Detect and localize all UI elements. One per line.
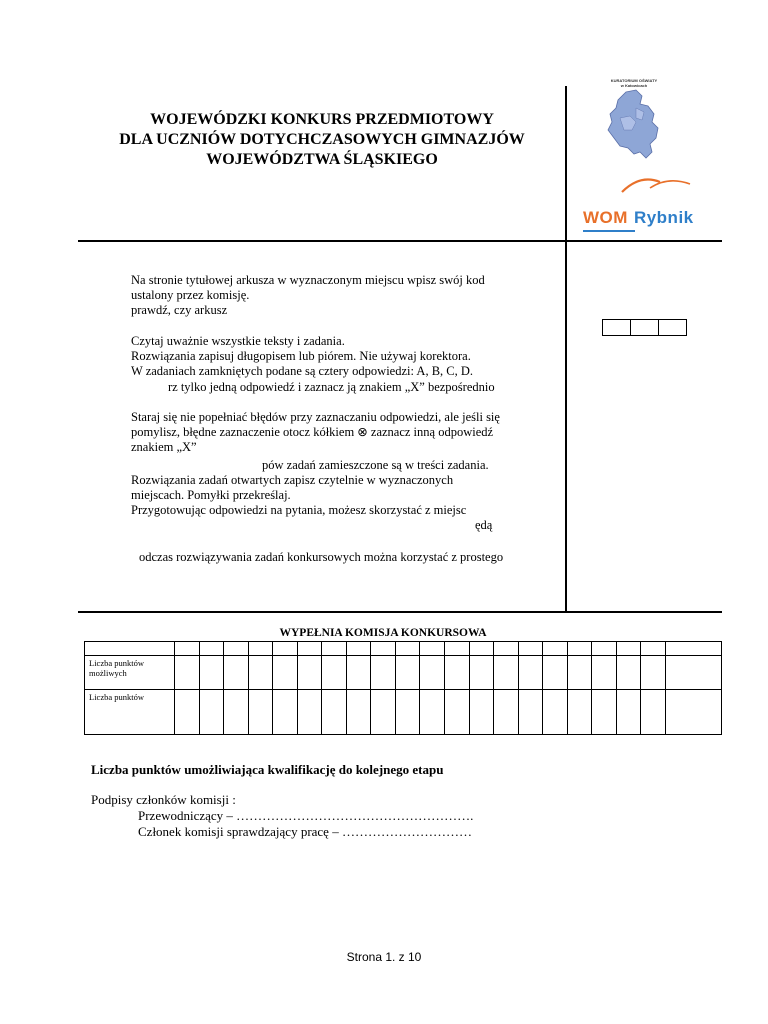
score-cell[interactable] xyxy=(420,690,445,735)
signatures-block xyxy=(91,792,473,840)
score-cell[interactable] xyxy=(469,656,494,690)
table-cell xyxy=(175,642,200,656)
table-cell xyxy=(85,642,175,656)
header-vertical-divider xyxy=(565,86,567,612)
code-cell[interactable] xyxy=(659,320,686,335)
chairman-signature-line: Przewodniczący – ………………………………………………. xyxy=(138,808,474,823)
title-line-1: WOJEWÓDZKI KONKURS PRZEDMIOTOWY xyxy=(150,111,494,128)
table-cell xyxy=(665,642,721,656)
member-signature-line: Członek komisji sprawdzający pracę – ………………………… xyxy=(138,824,472,839)
page-number: Strona 1. z 10 xyxy=(346,950,422,964)
instruction-line: Rozwiązania zadań otwartych zapisz czytelnie w wyznaczonych xyxy=(131,473,454,487)
score-cell[interactable] xyxy=(641,690,666,735)
instruction-line: Czytaj uważnie wszystkie teksty i zadania. xyxy=(131,334,345,348)
score-cell[interactable] xyxy=(199,656,224,690)
table-cell xyxy=(273,642,298,656)
instructions-bottom-rule xyxy=(78,611,722,613)
table-cell xyxy=(641,642,666,656)
score-cell[interactable] xyxy=(665,656,721,690)
table-cell xyxy=(444,642,469,656)
instruction-line: Przygotowując odpowiedzi na pytania, możesz skorzystać z miejsc xyxy=(131,503,467,517)
row-label-max-points: Liczba punktów możliwych xyxy=(85,656,175,690)
code-cell[interactable] xyxy=(631,320,659,335)
score-cell[interactable] xyxy=(175,656,200,690)
instruction-line: W zadaniach zamkniętych podane są cztery odpowiedzi: A, B, C, D. xyxy=(131,364,474,378)
score-cell[interactable] xyxy=(518,690,543,735)
kuratorium-line-1: KURATORIUM OŚWIATY xyxy=(610,78,658,83)
wom-swoosh-icon xyxy=(620,172,692,194)
student-code-box[interactable] xyxy=(602,319,687,336)
table-cell xyxy=(346,642,371,656)
score-cell[interactable] xyxy=(297,690,322,735)
score-cell[interactable] xyxy=(273,656,298,690)
wom-logo-text: WOM xyxy=(583,208,628,227)
table-cell xyxy=(518,642,543,656)
instruction-line: Staraj się nie popełniać błędów przy zaznaczaniu odpowiedzi, ale jeśli się xyxy=(131,410,500,424)
score-cell[interactable] xyxy=(665,690,721,735)
instructions-block-2 xyxy=(131,334,473,379)
instruction-line: Rozwiązania zapisuj długopisem lub piórem. Nie używaj korektora. xyxy=(131,349,471,363)
score-cell[interactable] xyxy=(592,656,617,690)
title-line-2: DLA UCZNIÓW DOTYCHCZASOWYCH GIMNAZJÓW xyxy=(119,131,525,148)
score-cell[interactable] xyxy=(346,656,371,690)
instruction-line: ustalony przez komisję. xyxy=(131,288,250,302)
table-cell xyxy=(420,642,445,656)
silesia-map-icon xyxy=(606,88,664,160)
score-cell[interactable] xyxy=(616,690,641,735)
score-cell[interactable] xyxy=(248,690,273,735)
table-cell xyxy=(371,642,396,656)
kuratorium-line-2: w Katowicach xyxy=(620,83,648,88)
score-cell[interactable] xyxy=(469,690,494,735)
instruction-line: znakiem „X” xyxy=(131,440,197,454)
instruction-line: Na stronie tytułowej arkusza w wyznaczonym miejscu wpisz swój kod xyxy=(131,273,485,287)
komisja-title: WYPEŁNIA KOMISJA KONKURSOWA xyxy=(279,627,487,639)
instructions-block-1 xyxy=(131,273,485,318)
row-label-points: Liczba punktów xyxy=(85,690,175,735)
score-cell[interactable] xyxy=(224,656,249,690)
score-cell[interactable] xyxy=(322,690,347,735)
score-cell[interactable] xyxy=(543,690,568,735)
score-cell[interactable] xyxy=(273,690,298,735)
signatures-header: Podpisy członków komisji : xyxy=(91,792,236,807)
table-cell xyxy=(322,642,347,656)
instruction-line: pów zadań zamieszczone są w treści zadania. xyxy=(262,458,489,472)
score-cell[interactable] xyxy=(567,656,592,690)
score-cell[interactable] xyxy=(518,656,543,690)
score-cell[interactable] xyxy=(371,690,396,735)
score-cell[interactable] xyxy=(199,690,224,735)
score-cell[interactable] xyxy=(297,656,322,690)
kuratorium-logo-text xyxy=(606,78,662,88)
instructions-block-4 xyxy=(131,473,466,518)
score-cell[interactable] xyxy=(616,656,641,690)
instruction-line: pomylisz, błędne zaznaczenie otocz kółkiem ⊗ zaznacz inną odpowiedź xyxy=(131,425,494,439)
score-cell[interactable] xyxy=(543,656,568,690)
score-cell[interactable] xyxy=(175,690,200,735)
score-cell[interactable] xyxy=(592,690,617,735)
table-cell xyxy=(592,642,617,656)
table-cell xyxy=(199,642,224,656)
table-row xyxy=(85,690,722,735)
table-cell xyxy=(543,642,568,656)
table-row xyxy=(85,656,722,690)
score-cell[interactable] xyxy=(371,656,396,690)
title-line-3: WOJEWÓDZTWA ŚLĄSKIEGO xyxy=(206,151,438,168)
table-cell xyxy=(297,642,322,656)
score-cell[interactable] xyxy=(395,656,420,690)
score-cell[interactable] xyxy=(567,690,592,735)
score-cell[interactable] xyxy=(395,690,420,735)
header-bottom-rule xyxy=(78,240,722,242)
table-cell xyxy=(395,642,420,656)
score-cell[interactable] xyxy=(346,690,371,735)
rybnik-logo-text: Rybnik xyxy=(633,208,694,227)
table-cell xyxy=(616,642,641,656)
score-cell[interactable] xyxy=(248,656,273,690)
score-cell[interactable] xyxy=(420,656,445,690)
instructions-block-3 xyxy=(131,410,500,455)
table-header-row xyxy=(85,642,722,656)
wom-underline xyxy=(583,230,635,232)
qualification-points-label: Liczba punktów umożliwiająca kwalifikację do kolejnego etapu xyxy=(91,762,444,777)
score-cell[interactable] xyxy=(641,656,666,690)
contest-title xyxy=(78,110,566,170)
score-cell[interactable] xyxy=(494,690,519,735)
score-cell[interactable] xyxy=(494,656,519,690)
score-cell[interactable] xyxy=(224,690,249,735)
instruction-line: rz tylko jedną odpowiedź i zaznacz ją znakiem „X” bezpośrednio xyxy=(168,380,495,394)
table-cell xyxy=(567,642,592,656)
instruction-line: miejscach. Pomyłki przekreślaj. xyxy=(131,488,291,502)
scores-table xyxy=(84,641,722,735)
wom-rybnik-logo xyxy=(583,208,694,228)
instruction-line: prawdź, czy arkusz xyxy=(131,303,228,317)
code-cell[interactable] xyxy=(603,320,631,335)
instruction-line: ędą xyxy=(475,518,493,532)
table-cell xyxy=(469,642,494,656)
table-cell xyxy=(248,642,273,656)
table-cell xyxy=(494,642,519,656)
score-cell[interactable] xyxy=(322,656,347,690)
instruction-line: odczas rozwiązywania zadań konkursowych można korzystać z prostego xyxy=(139,550,504,564)
score-cell[interactable] xyxy=(444,656,469,690)
table-cell xyxy=(224,642,249,656)
score-cell[interactable] xyxy=(444,690,469,735)
